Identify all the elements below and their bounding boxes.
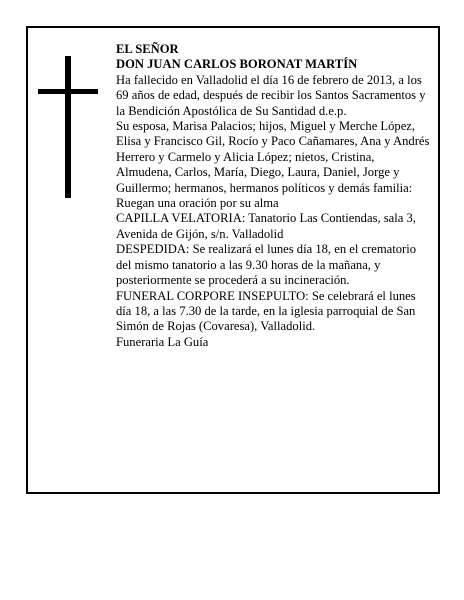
notice-body <box>116 42 431 350</box>
deceased-name: DON JUAN CARLOS BORONAT MARTÍN <box>116 57 358 72</box>
funeral-home: Funeraria La Guía <box>116 334 209 349</box>
death-announcement: Ha fallecido en Valladolid el día 16 de febrero de 2013, a los 69 años de edad, después de recibir los Santos Sacramentos y la Bendición Apostólica de Su Santidad d.e.p. <box>116 72 426 118</box>
obituary-notice <box>26 26 440 494</box>
prayer-request: Ruegan una oración por su alma <box>116 196 279 211</box>
cross-horizontal-bar <box>38 89 98 94</box>
funeral-information: FUNERAL CORPORE INSEPULTO: Se celebrará el lunes día 18, a las 7.30 de la tarde, en la iglesia parroquial de San Simón de Rojas (Covaresa), Valladolid. <box>116 288 416 334</box>
cross-vertical-bar <box>65 56 71 198</box>
family-members: Su esposa, Marisa Palacios; hijos, Miguel y Merche López, Elisa y Francisco Gil, Rocío y Paco Cañamares, Ana y Andrés Herrero y Carmelo y Alicia López; nietos, Cristina, Almudena, Carlos, María, Diego, Laura, Daniel, Jorge y Guillermo; hermanos, hermanos políticos y demás familia: <box>116 119 430 195</box>
chapel-information: CAPILLA VELATORIA: Tanatorio Las Contiendas, sala 3, Avenida de Gijón, s/n. Valladolid <box>116 211 416 241</box>
farewell-information: DESPEDIDA: Se realizará el lunes día 18, en el crematorio del mismo tanatorio a las 9.30 horas de la mañana, y posteriormente se procederá a su incineración. <box>116 242 417 288</box>
notice-title-line-1: EL SEÑOR <box>116 42 179 56</box>
